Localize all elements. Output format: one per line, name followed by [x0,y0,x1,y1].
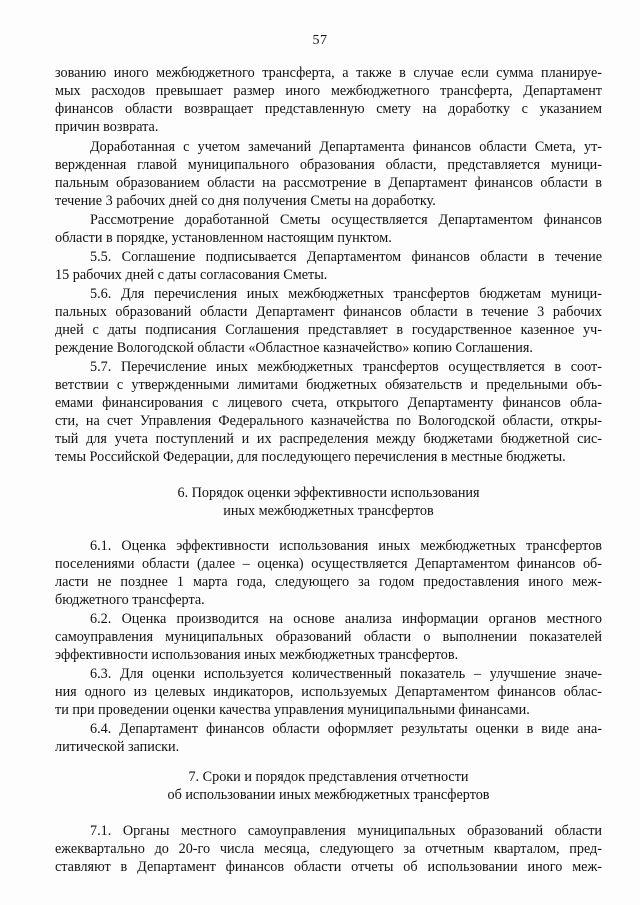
text-line: эффективности использования иных межбюджетных трансфертов. [55,647,459,663]
text-line: течение 3 рабочих дней со дня получения Сметы на доработку. [55,193,436,209]
text-line: пальным образованием области на рассмотрение в Департамент финансов области в [55,175,602,191]
text-line: самоуправления муниципальных образований области о выполнении показателей [55,629,602,645]
text-line: реждение Вологодской области «Областное казначейство» копию Соглашения. [55,340,533,356]
text-line: ставляют в Департамент финансов области отчеты об использовании иного меж- [55,859,602,875]
text-line: 7.1. Органы местного самоуправления муниципальных образований области [90,823,602,839]
text-line: дней с даты подписания Соглашения представляет в государственное казенное уч- [55,322,602,338]
text-line: причин возврата. [55,119,159,135]
text-line: 5.5. Соглашение подписывается Департаментом финансов области в течение [90,249,602,265]
text-line: ежеквартально до 20-го числа месяца, следующего за отчетным кварталом, пред- [55,841,602,857]
text-line: 6.1. Оценка эффективности использования иных межбюджетных трансфертов [90,538,602,554]
text-line: 6.4. Департамент финансов области оформляет результаты оценки в виде ана- [90,721,602,737]
text-line: темы Российской Федерации, для последующего перечисления в местные бюджеты. [55,449,566,465]
text-line: 6.2. Оценка производится на основе анализа информации органов местного [90,611,602,627]
text-line: 15 рабочих дней с даты согласования Сметы. [55,267,328,283]
text-line: 5.6. Для перечисления иных межбюджетных трансфертов бюджетам муници- [90,286,602,302]
section-heading: об использовании иных межбюджетных трансфертов [167,787,490,803]
text-line: сти, на счет Управления Федерального казначейства по Вологодской области, откры- [55,413,602,429]
section-heading: 7. Сроки и порядок представления отчетности [188,769,469,785]
text-line: Рассмотрение доработанной Сметы осуществляется Департаментом финансов [90,212,602,228]
section-heading: 6. Порядок оценки эффективности использования [177,485,480,501]
text-line: поселениями области (далее – оценка) осуществляется Департаментом финансов об- [55,556,602,572]
text-line: 5.7. Перечисление иных межбюджетных трансфертов осуществляется в соот- [90,359,602,375]
text-line: области в порядке, установленном настоящим пунктом. [55,230,392,246]
text-line: литической записки. [55,739,180,755]
text-line: Доработанная с учетом замечаний Департамента финансов области Смета, ут- [90,139,602,155]
text-line: тый для учета поступлений и их распределения между бюджетами бюджетной сис- [55,431,602,447]
text-line: ти при проведении оценки качества управления муниципальными финансами. [55,702,530,718]
text-line: емами финансирования с лицевого счета, открытого Департаменту финансов обла- [55,395,602,411]
section-heading: иных межбюджетных трансфертов [223,503,434,519]
text-line: мых расходов превышает размер иного межбюджетного трансферта, Департамент [55,83,602,99]
text-line: бюджетного трансферта. [55,592,205,608]
text-line: ния одного из целевых индикаторов, используемых Департаментом финансов облас- [55,684,602,700]
text-line: 6.3. Для оценки используется количественный показатель – улучшение значе- [90,666,602,682]
text-line: зованию иного межбюджетного трансферта, а также в случае если сумма планируе- [55,65,602,81]
text-line: пальных образований области Департамент финансов области в течение 3 рабочих [55,304,602,320]
text-line: ласти не позднее 1 марта года, следующего за годом предоставления иного меж- [55,574,602,590]
text-line: финансов области возвращает представленную смету на доработку с указанием [55,101,602,117]
text-line: ветствии с утвержденными лимитами бюджетных обязательств и предельными объ- [55,377,602,393]
text-line: вержденная главой муниципального образования области, представляется муници- [55,157,602,173]
page-number: 57 [312,33,328,48]
